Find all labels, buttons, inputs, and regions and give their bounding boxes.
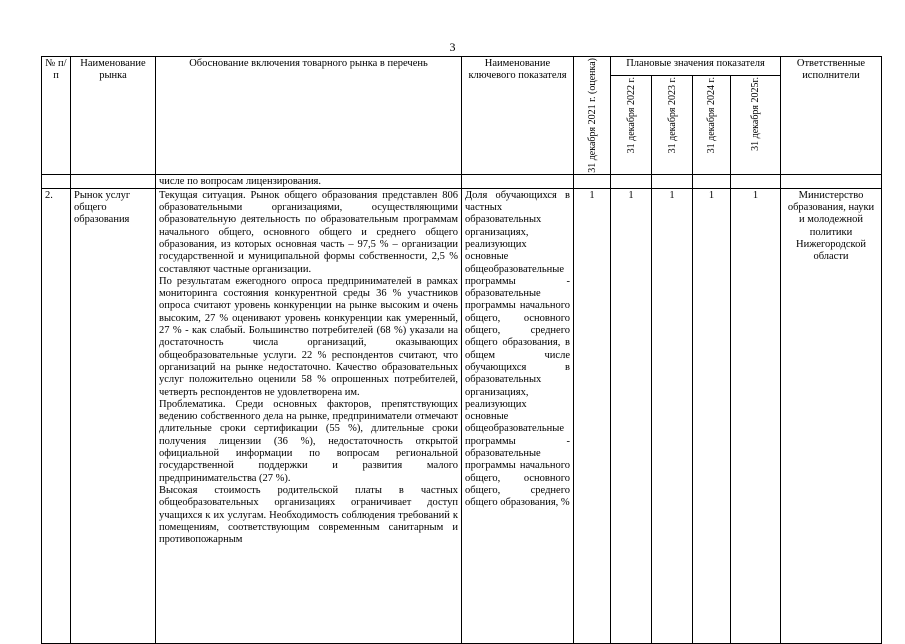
header-justification: Обоснование включения товарного рынка в перечень: [156, 57, 462, 175]
page-number: 3: [449, 40, 456, 54]
row-value-2022: 1: [611, 188, 652, 643]
row-responsible: Министерство образования, науки и молодежной политики Нижегородской области: [781, 188, 882, 643]
header-planned-group: Плановые значения показателя: [611, 57, 781, 76]
header-year-2023: [652, 76, 693, 175]
header-year-2023-label: 31 декабря 2023 г.: [666, 77, 678, 154]
header-market: Наименование рынка: [71, 57, 156, 175]
row-value-2025: 1: [731, 188, 781, 643]
header-indicator: Наименование ключевого показателя: [462, 57, 574, 175]
header-year-2022-label: 31 декабря 2022 г.: [625, 77, 637, 154]
row-justification: [156, 188, 462, 643]
continued-text: числе по вопросам лицензирования.: [156, 174, 462, 188]
row-number: 2.: [42, 188, 71, 643]
row-base-value: 1: [574, 188, 611, 643]
header-year-2025-label: 31 декабря 2025г.: [750, 77, 761, 151]
justification-paragraph: По результатам ежегодного опроса предпринимателей в рамках мониторинга состояния конкурентной среды 36 % участников опроса считают уровень конкуренции на рынке высоким и очень высоким, 27 % оценивают уровень конкуренции как умеренный, 27 % - как слабый. Большинство потребителей (68 %) указали на достаточность числа организаций, оказывающих общеобразовательные услуги. 22 % респондентов считают, что организаций на рынке недостаточно. Качество образовательных услуг положительно оценили 58 % опрошенных потребителей, четверть респондентов не удовлетворена им.: [159, 275, 458, 398]
justification-paragraph: Проблематика. Среди основных факторов, препятствующих ведению собственного дела на рынке, предприниматели отмечают длительные сроки сертификации (55 %), длительные сроки получения лицензии (36 %), недостаточность открытой официальной информации по вопросам региональной государственной поддержки и развития малого предпринимательства (27 %).: [159, 398, 458, 484]
header-year-2022: [611, 76, 652, 175]
justification-paragraph: Высокая стоимость родительской платы в частных общеобразовательных организациях ограничивает доступ учащихся к их услугам. Необходимость соблюдения требований к помещениям, соответствующим современным санитарным и противопожарным: [159, 484, 458, 546]
header-base-year-label: 31 декабря 2021 г. (оценка): [586, 58, 598, 173]
row-value-2023: 1: [652, 188, 693, 643]
row-market: Рынок услуг общего образования: [71, 188, 156, 643]
header-year-2024: [693, 76, 731, 175]
justification-paragraph: Текущая ситуация. Рынок общего образования представлен 806 образовательными организациями, осуществляющими образовательную деятельность по образовательным программам начального общего, основного общего и среднего общего образования, из которых основная часть – 97,5 % – организации государственной и муниципальной формы собственности, 2,5 % составляют частные организации.: [159, 189, 458, 275]
row-indicator: Доля обучающихся в частных образовательных организациях, реализующих основные общеобразовательные программы - образовательные программы начального общего, основного общего, среднего общего образования, в общем числе обучающихся в образовательных организациях, реализующих основные общеобразовательные программы - образовательные программы начального общего, основного общего, среднего общего образования, %: [462, 188, 574, 643]
header-year-2024-label: 31 декабря 2024 г.: [706, 77, 717, 154]
table-row: [42, 188, 882, 643]
header-num: № п/п: [42, 57, 71, 175]
header-responsible: Ответственные исполнители: [781, 57, 882, 175]
row-value-2024: 1: [693, 188, 731, 643]
header-base-year: [574, 57, 611, 175]
markets-table: [41, 56, 882, 644]
table-row-continued: [42, 174, 882, 188]
header-year-2025: [731, 76, 781, 175]
